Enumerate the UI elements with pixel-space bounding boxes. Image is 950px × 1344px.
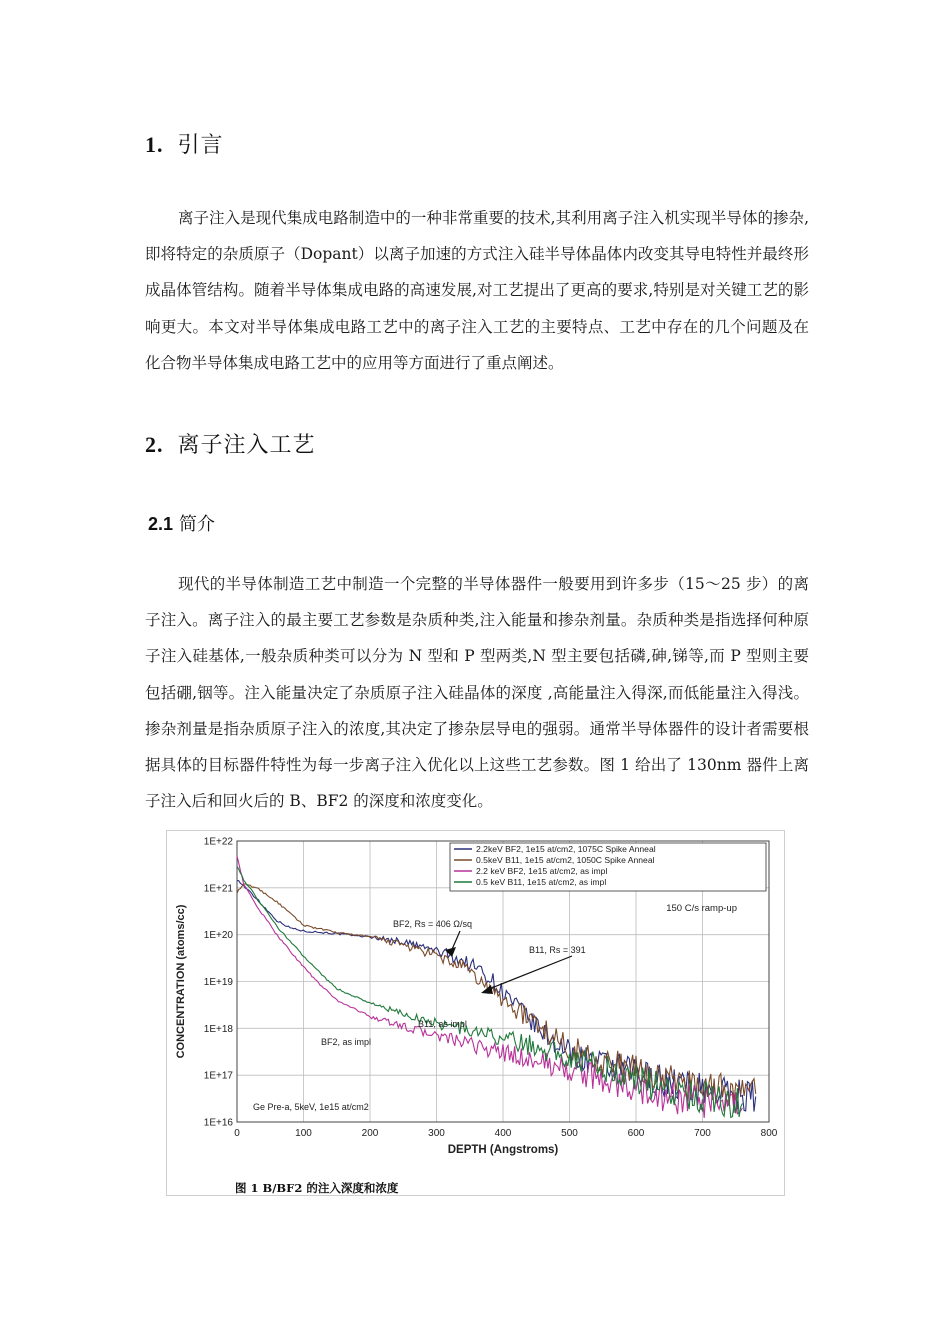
section-2-1-number: 2.1 (148, 514, 174, 534)
x-tick-label: 100 (295, 1128, 312, 1139)
series-line (237, 884, 756, 1106)
x-tick-label: 200 (361, 1128, 379, 1139)
annotation-bf2-impl: BF2, as impl (321, 1037, 372, 1047)
section-2-heading (145, 428, 316, 459)
x-tick-label: 600 (627, 1128, 645, 1139)
legend-label: 0.5 keV B11, 1e15 at/cm2, as impl (476, 877, 607, 887)
y-tick-label: 1E+21 (203, 883, 233, 895)
section-2-1-heading (148, 510, 215, 536)
y-tick-label: 1E+17 (203, 1070, 233, 1082)
concentration-depth-chart (167, 831, 784, 1195)
x-axis-label: DEPTH (Angstroms) (447, 1144, 559, 1156)
annotation-b11-rs: B11, Rs = 391 (529, 945, 586, 955)
section-2-title: 离子注入工艺 (177, 433, 316, 458)
y-axis-label: CONCENTRATION (atoms/cc) (175, 904, 187, 1059)
x-tick-label: 700 (694, 1128, 711, 1139)
y-tick-label: 1E+18 (203, 1023, 233, 1035)
figure-1-caption: 图 1 B/BF2 的注入深度和浓度 (235, 1181, 399, 1195)
section-2-1-paragraph: 现代的半导体制造工艺中制造一个完整的半导体器件一般要用到许多步（15～25 步）的离子注入。离子注入的最主要工艺参数是杂质种类,注入能量和掺杂剂量。杂质种类是指选择何种原子注入硅基体,一般杂质种类可以分为 N 型和 P 型两类,N 型主要包括磷,砷,锑等,而 P 型则主要包括硼,铟等。注入能量决定了杂质原子注入硅晶体的深度 ,高能量注入得深,而低能量注入得浅。掺杂剂量是指杂质原子注入的浓度,其决定了掺杂层导电的强弱。通常半导体器件的设计者需要根据具体的目标器件特性为每一步离子注入优化以上这些工艺参数。图 1 给出了 130nm 器件上离子注入后和回火后的 B、BF2 的深度和浓度变化。 (145, 575, 809, 811)
x-tick-label: 800 (760, 1128, 778, 1139)
section-1-number: 1. (145, 132, 164, 157)
x-tick-label: 300 (428, 1128, 445, 1139)
x-tick-label: 0 (234, 1128, 240, 1139)
annotation-arrow-b11 (489, 956, 572, 989)
y-tick-label: 1E+19 (203, 977, 233, 988)
section-2-number: 2. (145, 432, 164, 457)
legend-label: 0.5keV B11, 1e15 at/cm2, 1050C Spike Anneal (476, 855, 655, 865)
y-tick-label: 1E+16 (203, 1117, 233, 1129)
annotation-ge-prea: Ge Pre-a, 5keV, 1e15 at/cm2 (253, 1102, 369, 1112)
figure-1 (166, 830, 785, 1196)
annotation-ramp: 150 C/s ramp-up (666, 903, 737, 914)
annotation-bf2-rs: BF2, Rs = 406 Ω/sq (393, 919, 473, 929)
x-tick-label: 400 (494, 1128, 512, 1139)
x-tick-label: 500 (561, 1128, 578, 1139)
y-tick-label: 1E+20 (203, 930, 233, 942)
section-1-title: 引言 (177, 133, 224, 158)
section-1-paragraph: 离子注入是现代集成电路制造中的一种非常重要的技术,其利用离子注入机实现半导体的掺杂,即将特定的杂质原子（Dopant）以离子加速的方式注入硅半导体晶体内改变其导电特性并最终形成晶体管结构。随着半导体集成电路的高速发展,对工艺提出了更高的要求,特别是对关键工艺的影响更大。本文对半导体集成电路工艺中的离子注入工艺的主要特点、工艺中存在的几个问题及在化合物半导体集成电路工艺中的应用等方面进行了重点阐述。 (145, 209, 809, 372)
annotation-b11-impl: B11, as impl (418, 1019, 467, 1029)
legend-label: 2.2keV BF2, 1e15 at/cm2, 1075C Spike Anneal (476, 844, 656, 854)
section-2-1-title: 简介 (179, 514, 216, 535)
section-1-heading (145, 128, 224, 159)
legend-label: 2.2 keV BF2, 1e15 at/cm2, as impl (476, 866, 608, 876)
y-tick-label: 1E+22 (203, 836, 233, 848)
